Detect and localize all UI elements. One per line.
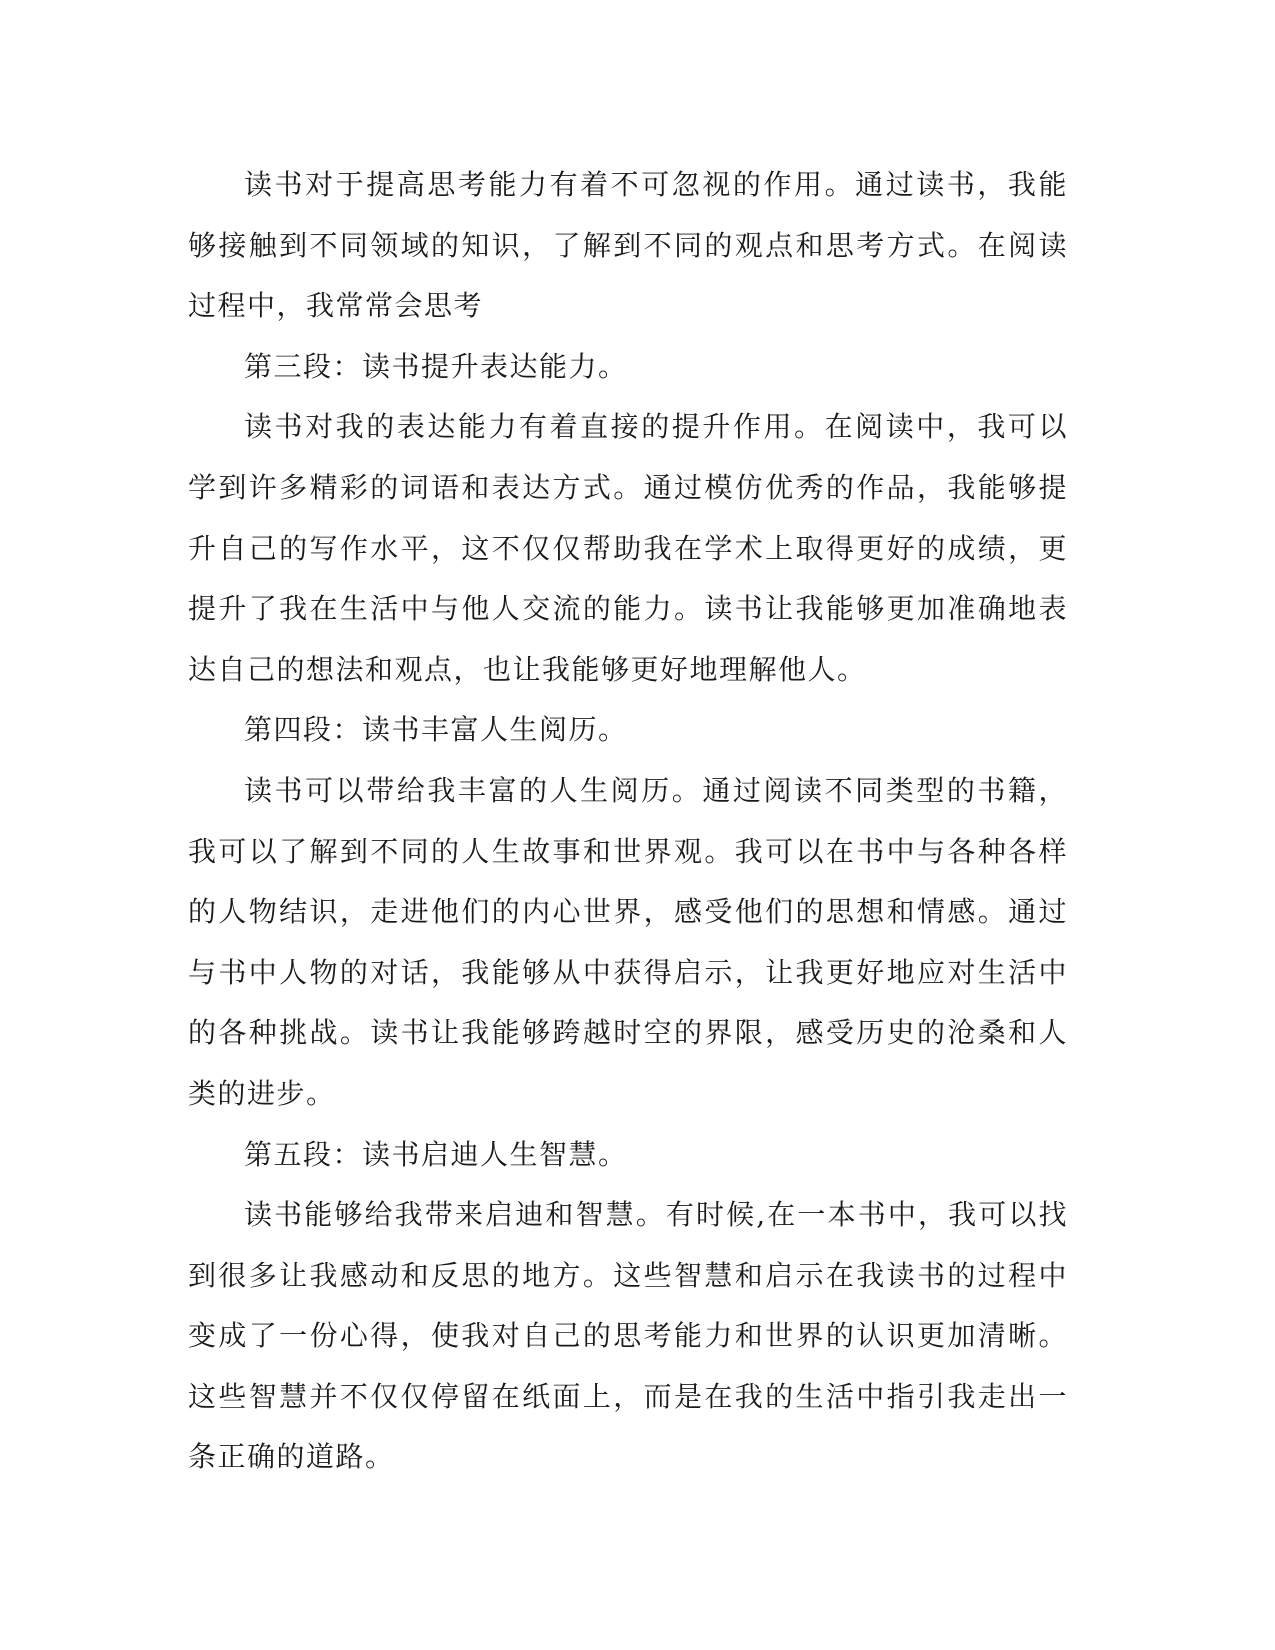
section-heading-4: 第四段：读书丰富人生阅历。	[244, 713, 628, 747]
section-heading-5: 第五段：读书启迪人生智慧。	[244, 1137, 628, 1171]
paragraph-life-wisdom: 读书能够给我带来启迪和智慧。有时候,在一本书中，我可以找到很多让我感动和反思的地方。这些智慧和启示在我读书的过程中变成了一份心得，使我对自己的思考能力和世界的认识更加清晰。这些智慧并不仅仅停留在纸面上，而是在我的生活中指引我走出一条正确的道路。	[188, 1198, 1068, 1474]
document-body	[188, 155, 1068, 1488]
section-heading-3: 第三段：读书提升表达能力。	[244, 349, 628, 383]
paragraph-life-experience: 读书可以带给我丰富的人生阅历。通过阅读不同类型的书籍，我可以了解到不同的人生故事和世界观。我可以在书中与各种各样的人物结识，走进他们的内心世界，感受他们的思想和情感。通过与书中人物的对话，我能够从中获得启示，让我更好地应对生活中的各种挑战。读书让我能够跨越时空的界限，感受历史的沧桑和人类的进步。	[188, 773, 1068, 1110]
paragraph-thinking-ability: 读书对于提高思考能力有着不可忽视的作用。通过读书，我能够接触到不同领域的知识，了解到不同的观点和思考方式。在阅读过程中，我常常会思考	[188, 168, 1068, 323]
paragraph-expression-ability: 读书对我的表达能力有着直接的提升作用。在阅读中，我可以学到许多精彩的词语和表达方式。通过模仿优秀的作品，我能够提升自己的写作水平，这不仅仅帮助我在学术上取得更好的成绩，更提升了我在生活中与他人交流的能力。读书让我能够更加准确地表达自己的想法和观点，也让我能够更好地理解他人。	[188, 410, 1068, 686]
